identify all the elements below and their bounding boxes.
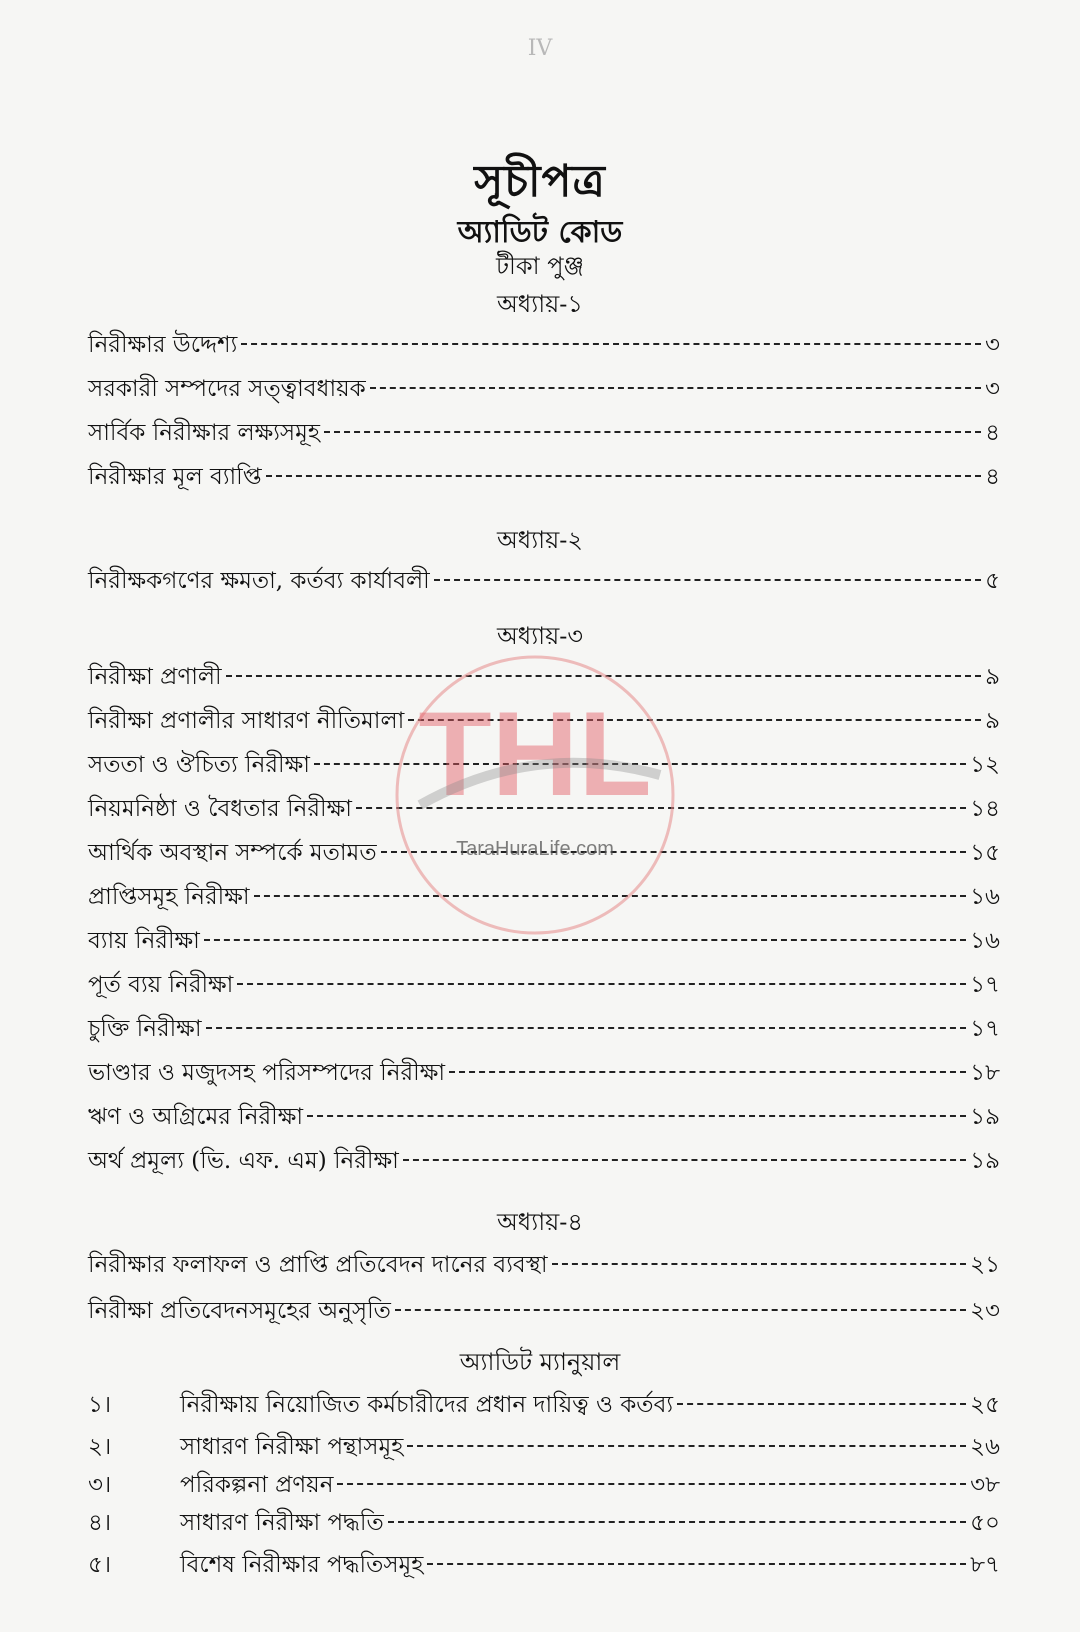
watermark-site-text: TaraHuraLife.com	[456, 838, 614, 860]
toc-entry-title: ব্যায় নিরীক্ষা	[88, 928, 200, 954]
manual-entry-title: সাধারণ নিরীক্ষা পন্থাসমূহ	[180, 1434, 404, 1460]
toc-entry-title: সততা ও ঔচিত্য নিরীক্ষা	[88, 752, 310, 778]
toc-leader	[434, 579, 981, 581]
toc-entry-title: নিরীক্ষার ফলাফল ও প্রাপ্তি প্রতিবেদন দানের ব্যবস্থা	[88, 1252, 548, 1278]
toc-entry-title: ভাণ্ডার ও মজুদসহ পরিসম্পদের নিরীক্ষা	[88, 1060, 446, 1086]
toc-entry-page: ৪	[985, 420, 1000, 446]
manual-entry-title: পরিকল্পনা প্রণয়ন	[180, 1472, 334, 1498]
manual-entry-page: ২৬	[970, 1434, 1000, 1460]
toc-entry-title: নিরীক্ষার উদ্দেশ্য	[88, 332, 238, 358]
manual-entry-page: ২৫	[970, 1392, 1000, 1418]
toc-leader	[237, 983, 966, 985]
toc-entry-title: নিরীক্ষকগণের ক্ষমতা, কর্তব্য কার্যাবলী	[88, 568, 430, 594]
chapter-heading: অধ্যায়-৩	[496, 622, 583, 650]
manual-entry	[88, 1428, 1000, 1462]
toc-leader	[395, 1309, 966, 1311]
toc-leader	[407, 1445, 966, 1447]
toc-entry	[88, 1246, 1000, 1280]
toc-entry-title: নিরীক্ষা প্রণালীর সাধারণ নীতিমালা	[88, 708, 405, 734]
chapter-heading: অধ্যায়-১	[497, 290, 583, 318]
toc-entry-page: ৫	[985, 568, 1000, 594]
toc-entry-title: নিরীক্ষা প্রতিবেদনসমূহের অনুসৃতি	[88, 1298, 391, 1324]
manual-entry-title: বিশেষ নিরীক্ষার পদ্ধতিসমূহ	[180, 1552, 424, 1578]
toc-entry-page: ১৯	[970, 1104, 1000, 1130]
toc-entry-page: ১৬	[970, 928, 1000, 954]
toc-leader	[206, 1027, 967, 1029]
toc-entry-page: ১৮	[970, 1060, 1000, 1086]
page-title: সূচীপত্র	[474, 156, 606, 207]
toc-leader	[403, 1159, 966, 1161]
toc-leader	[324, 431, 981, 433]
manual-entry-title: সাধারণ নিরীক্ষা পদ্ধতি	[180, 1510, 384, 1536]
toc-entry	[88, 562, 1000, 596]
toc-entry-title: নিয়মনিষ্ঠা ও বৈধতার নিরীক্ষা	[88, 796, 352, 822]
toc-entry-page: ১৭	[970, 972, 1000, 998]
toc-entry	[88, 370, 1000, 404]
toc-entry-title: ঋণ ও অগ্রিমের নিরীক্ষা	[88, 1104, 304, 1130]
toc-leader	[449, 1071, 966, 1073]
manual-entry-number: ৫।	[88, 1552, 112, 1578]
toc-entry	[88, 414, 1000, 448]
toc-leader	[337, 1483, 966, 1485]
toc-entry-page: ১২	[970, 752, 1000, 778]
toc-leader	[370, 387, 981, 389]
toc-leader	[388, 1521, 966, 1523]
toc-entry-title: অর্থ প্রমূল্য (ভি. এফ. এম) নিরীক্ষা	[88, 1148, 399, 1174]
toc-leader	[307, 1115, 966, 1117]
toc-entry	[88, 326, 1000, 360]
toc-entry-title: নিরীক্ষার মূল ব্যাপ্তি	[88, 464, 262, 490]
toc-entry-page: ২৩	[970, 1298, 1000, 1324]
manual-entry-title: নিরীক্ষায় নিয়োজিত কর্মচারীদের প্রধান দায়িত্ব ও কর্তব্য	[180, 1392, 674, 1418]
watermark-logo-text: THL	[418, 687, 652, 821]
toc-entry	[88, 1098, 1000, 1132]
toc-entry-title: প্রাপ্তিসমূহ নিরীক্ষা	[88, 884, 250, 910]
chapter-heading: অধ্যায়-২	[496, 526, 583, 554]
toc-entry-page: ১৫	[970, 840, 1000, 866]
toc-entry-page: ৯	[985, 664, 1000, 690]
toc-entry	[88, 458, 1000, 492]
toc-entry-page: ৩	[985, 332, 1000, 358]
manual-entry-number: ৩।	[88, 1472, 112, 1498]
page-number: IV	[527, 36, 553, 61]
toc-entry	[88, 1142, 1000, 1176]
toc-leader	[427, 1563, 966, 1565]
toc-entry-page: ১৭	[970, 1016, 1000, 1042]
toc-entry-title: সরকারী সম্পদের সত্ত্বাবধায়ক	[88, 376, 366, 402]
manual-entry	[88, 1546, 1000, 1580]
toc-leader	[266, 475, 981, 477]
toc-entry-page: ৪	[985, 464, 1000, 490]
toc-entry	[88, 1054, 1000, 1088]
toc-entry-page: ৯	[985, 708, 1000, 734]
chapter-heading: অধ্যায়-৪	[497, 1208, 583, 1236]
toc-entry-title: নিরীক্ষা প্রণালী	[88, 664, 222, 690]
toc-entry-title: আর্থিক অবস্থান সম্পর্কে মতামত	[88, 840, 377, 866]
toc-entry-title: চুক্তি নিরীক্ষা	[88, 1016, 202, 1042]
manual-entry	[88, 1466, 1000, 1500]
toc-entry-title: সার্বিক নিরীক্ষার লক্ষ্যসমূহ	[88, 420, 320, 446]
manual-entry-number: ২।	[88, 1434, 112, 1460]
manual-entry-number: ৪।	[88, 1510, 112, 1536]
toc-entry-page: ১৬	[970, 884, 1000, 910]
section-label: টীকা পুঞ্জ	[495, 252, 585, 280]
manual-entry	[88, 1386, 1000, 1420]
manual-entry-page: ৮৭	[970, 1552, 1000, 1578]
toc-entry-page: ১৯	[970, 1148, 1000, 1174]
page-subtitle: অ্যাডিট কোড	[457, 215, 623, 250]
manual-heading: অ্যাডিট ম্যানুয়াল	[459, 1348, 621, 1376]
toc-entry	[88, 1292, 1000, 1326]
toc-leader	[677, 1403, 966, 1405]
manual-entry-page: ৫০	[970, 1510, 1000, 1536]
manual-entry-page: ৩৮	[970, 1472, 1000, 1498]
manual-entry	[88, 1504, 1000, 1538]
watermark-logo	[360, 645, 710, 945]
toc-entry	[88, 966, 1000, 1000]
toc-leader	[552, 1263, 967, 1265]
toc-entry-page: ৩	[985, 376, 1000, 402]
toc-entry	[88, 1010, 1000, 1044]
toc-leader	[241, 343, 981, 345]
toc-entry-page: ২১	[970, 1252, 1000, 1278]
toc-entry-title: পূর্ত ব্যয় নিরীক্ষা	[88, 972, 234, 998]
manual-entry-number: ১।	[88, 1392, 112, 1418]
toc-entry-page: ১৪	[970, 796, 1000, 822]
